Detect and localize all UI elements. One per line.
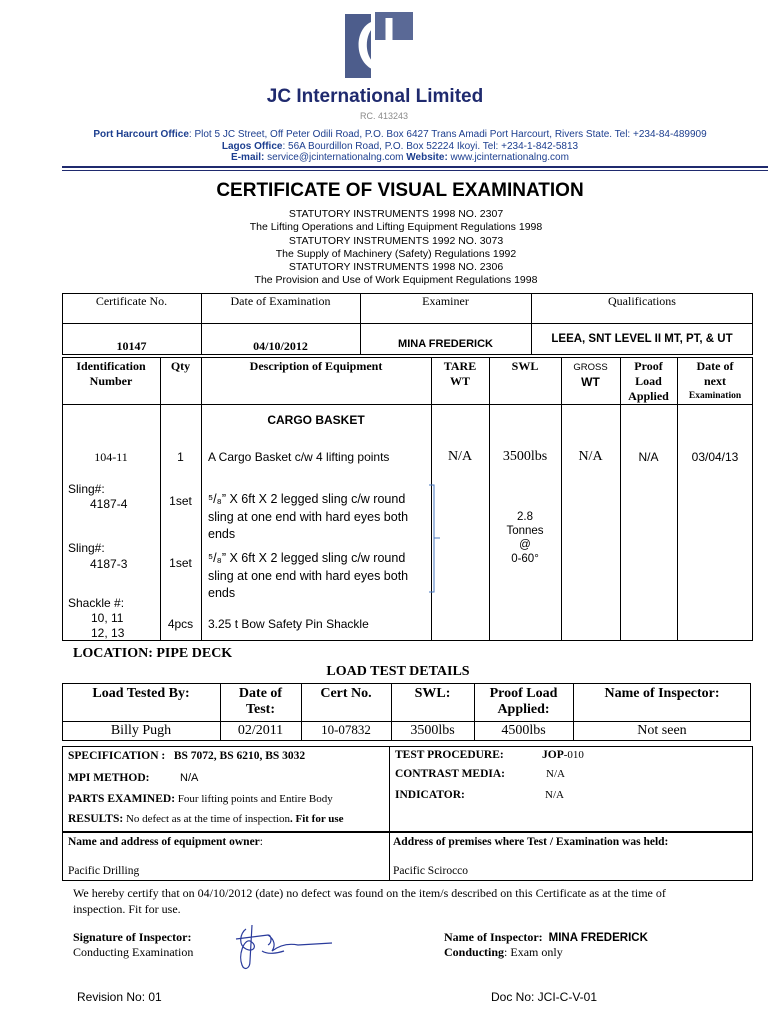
certification-statement: We hereby certify that on 04/10/2012 (date) no defect was found on the item/s described on this Certificate as at the time of inspection. Fit for use. (73, 886, 666, 916)
test-date-header: Date of Test: (238, 686, 283, 717)
sling-id: 4187-4 (90, 497, 128, 511)
mpi-method-label: MPI METHOD: (68, 772, 150, 784)
regulations-block (0, 208, 768, 288)
exam-date-value: 04/10/2012 (253, 339, 308, 353)
sling-swl: 2.8 Tonnes @ 0-60° (506, 511, 544, 565)
table-rule (62, 721, 751, 722)
description-header: Description of Equipment (249, 359, 383, 373)
equipment-gross: N/A (578, 449, 603, 464)
website-link[interactable]: www.jcinternationalng.com (447, 152, 569, 163)
signature-label: Signature of Inspector: (73, 930, 192, 944)
tested-by-value: Billy Pugh (110, 723, 172, 738)
specification-row: SPECIFICATION : BS 7072, BS 6210, BS 3032 (68, 750, 306, 762)
exam-date-header: Date of Examination (230, 294, 331, 308)
proof-load-value: 4500lbs (501, 723, 546, 738)
header-divider (62, 166, 768, 168)
premises-value: Pacific Scirocco (393, 865, 469, 877)
results-row: RESULTS: No defect as at the time of inspection. Fit for use (68, 813, 344, 825)
swl-header: SWL: (414, 686, 451, 701)
parts-examined-row: PARTS EXAMINED: Four lifting points and Entire Body (68, 793, 333, 805)
table-rule (62, 404, 753, 405)
proof-load-header: Proof Load Applied: (489, 686, 558, 717)
inspector-signature (228, 915, 338, 975)
cert-no-value: 10147 (116, 339, 147, 353)
revision-number: Revision No: 01 (77, 990, 162, 1004)
next-exam-header: Date of next Examination (688, 359, 742, 401)
inspector-header: Name of Inspector: (604, 686, 720, 701)
location-label: LOCATION: PIPE DECK (73, 646, 233, 661)
sling-label: Sling#: (68, 482, 105, 496)
qualifications-header: Qualifications (608, 294, 676, 308)
swl-value: 3500lbs (410, 723, 455, 738)
indicator-value: N/A (545, 789, 564, 801)
shackle-label: Shackle #: (68, 596, 125, 610)
shackle-description: 3.25 t Bow Safety Pin Shackle (208, 617, 369, 631)
examiner-header: Examiner (422, 294, 469, 308)
lagos-address: Lagos Office: 56A Bourdillon Road, P.O. Box 52224 Ikoyi. Tel: +234-1-842-5813 (221, 141, 579, 152)
proof-load-header: Proof Load Applied (628, 359, 669, 403)
cert-no-value: 10-07832 (321, 722, 371, 737)
tested-by-header: Load Tested By: (92, 686, 190, 701)
equipment-next-exam: 03/04/13 (691, 450, 739, 464)
table-rule (389, 746, 390, 832)
contact-line: E-mail: service@jcinternationalng.com Website: www.jcinternationalng.com (231, 152, 569, 163)
regulation-line: STATUTORY INSTRUMENTS 1998 NO. 2306 (288, 261, 504, 274)
swl-header: SWL (511, 359, 539, 373)
cert-no-header: Cert No. (320, 686, 372, 701)
contrast-media-value: N/A (546, 768, 565, 780)
regulation-line: The Lifting Operations and Lifting Equipment Regulations 1998 (249, 221, 543, 234)
regulation-line: The Provision and Use of Work Equipment Regulations 1998 (254, 274, 538, 287)
owner-value: Pacific Drilling (68, 865, 140, 877)
test-procedure-value: JOP-010 (542, 749, 584, 761)
equipment-tare: N/A (447, 449, 473, 464)
header-divider-thin (62, 170, 768, 171)
table-rule (201, 357, 202, 641)
qty-header: Qty (170, 359, 191, 373)
shackle-qty: 4pcs (167, 617, 194, 631)
shackle-id: 10, 11 12, 13 (91, 611, 125, 640)
table-rule (561, 357, 562, 641)
test-procedure-label: TEST PROCEDURE: (395, 749, 504, 761)
equipment-section-title: CARGO BASKET (267, 413, 365, 427)
regulation-line: STATUTORY INSTRUMENTS 1998 NO. 2307 (288, 208, 504, 220)
port-harcourt-address: Port Harcourt Office: Plot 5 JC Street, Off Peter Odili Road, P.O. Box 6427 Trans Amadi Port Harcourt, Rivers State. Tel: +234-84-489909 (93, 129, 707, 140)
tare-weight-header: TARE WT (443, 359, 477, 388)
conducting-row: Conducting: Exam only (444, 945, 563, 959)
regulation-line: STATUTORY INSTRUMENTS 1992 NO. 3073 (288, 234, 504, 247)
equipment-swl: 3500lbs (502, 449, 548, 464)
sling-description: ⁵/₈” X 6ft X 2 legged sling c/w round sling at one end with hard eyes both ends (208, 551, 409, 600)
load-test-title: LOAD TEST DETAILS (326, 664, 470, 679)
id-number-header: Identification Number (76, 359, 146, 388)
inspector-value: Not seen (637, 723, 687, 738)
sling-group-bracket (426, 484, 442, 594)
company-name: JC International Limited (266, 86, 484, 107)
sling-label: Sling#: (68, 541, 105, 555)
table-rule (489, 357, 490, 641)
email-link[interactable]: service@jcinternationalng.com (264, 152, 407, 163)
document-number: Doc No: JCI-C-V-01 (491, 990, 598, 1004)
regulation-line: The Supply of Machinery (Safety) Regulations 1992 (275, 247, 517, 260)
equipment-description: A Cargo Basket c/w 4 lifting points (208, 450, 390, 464)
rc-number: RC. 413243 (359, 111, 409, 121)
table-rule (389, 832, 390, 881)
conducting-examination-label: Conducting Examination (73, 945, 194, 959)
inspector-name-row: Name of Inspector: MINA FREDERICK (444, 930, 648, 944)
contrast-media-label: CONTRAST MEDIA: (395, 768, 506, 780)
owner-label: Name and address of equipment owner: (68, 836, 263, 848)
premises-label: Address of premises where Test / Examination was held: (393, 836, 669, 848)
indicator-label: INDICATOR: (395, 789, 465, 801)
cert-no-header: Certificate No. (95, 294, 168, 308)
certificate-title: CERTIFICATE OF VISUAL EXAMINATION (216, 180, 584, 201)
sling-description: ⁵/₈” X 6ft X 2 legged sling c/w round sling at one end with hard eyes both ends (208, 492, 409, 541)
sling-id: 4187-3 (90, 557, 128, 571)
equipment-id: 104-11 (94, 450, 128, 464)
test-date-value: 02/2011 (237, 723, 284, 738)
examiner-value: MINA FREDERICK (398, 338, 493, 350)
mpi-method-value: N/A (180, 772, 199, 784)
sling-qty: 1set (169, 494, 192, 508)
sling-qty: 1set (169, 556, 192, 570)
equipment-qty: 1 (177, 450, 184, 464)
gross-weight-header: GROSS WT (573, 362, 608, 389)
qualifications-value: LEEA, SNT LEVEL II MT, PT, & UT (551, 333, 733, 345)
company-logo (345, 12, 415, 80)
equipment-proof: N/A (638, 450, 659, 464)
table-rule (62, 323, 753, 324)
